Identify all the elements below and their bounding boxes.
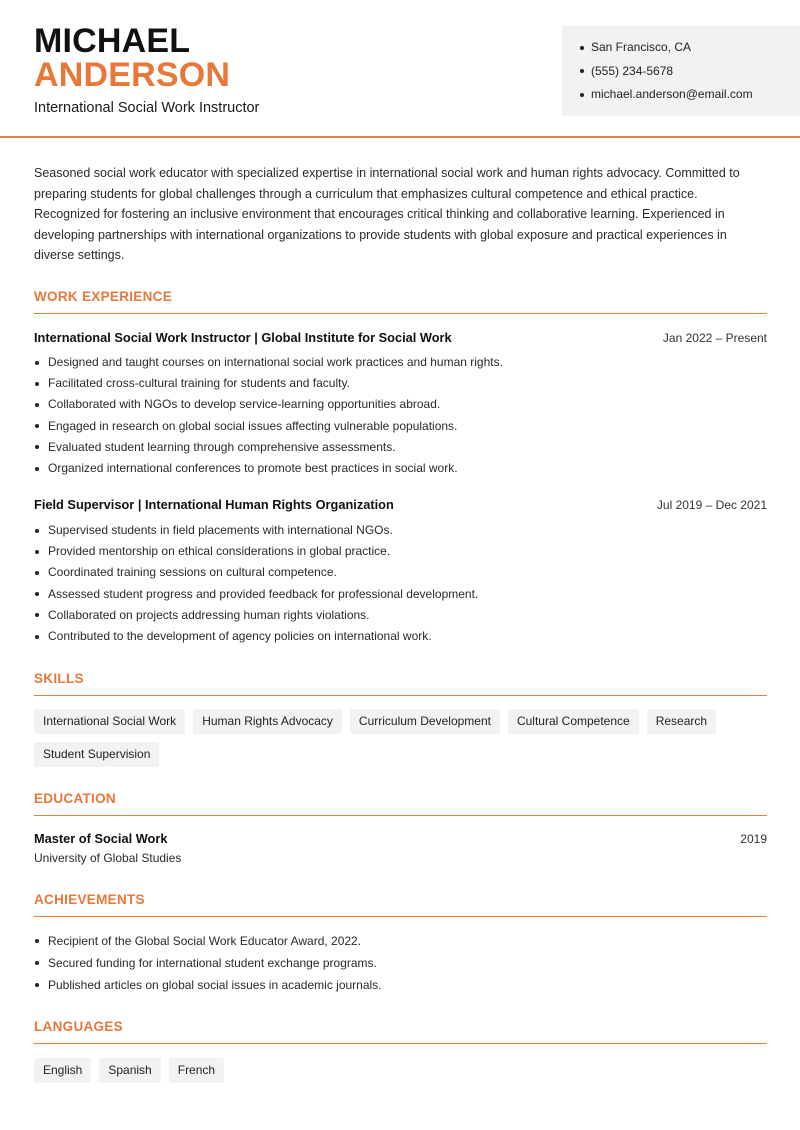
list-item: Provided mentorship on ethical considerations in global practice. bbox=[34, 541, 767, 562]
skill-tag: Human Rights Advocacy bbox=[193, 709, 342, 734]
bullet-icon bbox=[35, 467, 39, 471]
language-tag: English bbox=[34, 1058, 91, 1083]
section-title-achievements: ACHIEVEMENTS bbox=[34, 892, 767, 917]
list-item: Secured funding for international student exchange programs. bbox=[34, 952, 767, 974]
bullet-icon bbox=[35, 550, 39, 554]
list-item: Engaged in research on global social issues affecting vulnerable populations. bbox=[34, 416, 767, 437]
bullet-icon bbox=[35, 983, 39, 987]
contact-phone: (555) 234-5678 bbox=[580, 60, 800, 84]
list-item: Evaluated student learning through comprehensive assessments. bbox=[34, 437, 767, 458]
section-title-education: EDUCATION bbox=[34, 791, 767, 816]
list-item: Recipient of the Global Social Work Educator Award, 2022. bbox=[34, 930, 767, 952]
skill-tag: Research bbox=[647, 709, 716, 734]
bullet-icon bbox=[35, 424, 39, 428]
school-name: University of Global Studies bbox=[34, 851, 182, 865]
bullet-icon bbox=[580, 46, 584, 50]
skill-tag: International Social Work bbox=[34, 709, 185, 734]
skill-tag: Cultural Competence bbox=[508, 709, 639, 734]
language-tag: Spanish bbox=[99, 1058, 160, 1083]
section-title-skills: SKILLS bbox=[34, 671, 767, 696]
contact-box bbox=[562, 26, 800, 116]
list-item: Facilitated cross-cultural training for students and faculty. bbox=[34, 373, 767, 394]
section-title-languages: LANGUAGES bbox=[34, 1019, 767, 1044]
bullet-icon bbox=[35, 635, 39, 639]
list-item: Collaborated with NGOs to develop service-learning opportunities abroad. bbox=[34, 394, 767, 415]
job-header bbox=[34, 330, 767, 345]
list-item: Collaborated on projects addressing human rights violations. bbox=[34, 605, 767, 626]
job-bullets bbox=[34, 520, 767, 647]
bullet-icon bbox=[35, 529, 39, 533]
resume-header bbox=[0, 0, 800, 138]
bullet-icon bbox=[580, 93, 584, 97]
job-role: Field Supervisor | International Human Rights Organization bbox=[34, 497, 394, 512]
bullet-icon bbox=[35, 382, 39, 386]
skills-list bbox=[34, 709, 767, 767]
list-item: Supervised students in field placements with international NGOs. bbox=[34, 520, 767, 541]
first-name: MICHAEL bbox=[34, 22, 191, 60]
bullet-icon bbox=[35, 939, 39, 943]
job-header bbox=[34, 497, 767, 512]
bullet-icon bbox=[35, 403, 39, 407]
contact-email: michael.anderson@email.com bbox=[580, 83, 800, 107]
job-dates: Jan 2022 – Present bbox=[662, 331, 767, 345]
job-title: International Social Work Instructor bbox=[34, 100, 260, 116]
summary-paragraph: Seasoned social work educator with specialized expertise in international social work and human rights advocacy. Committed to preparing students for global challenges through a curriculum that emphasizes cultural competence and ethical practice. Recognized for fostering an inclusive environment that encourages critical thinking and collaborative learning. Experienced in developing partnerships with international organizations to provide students with global exposure and practical experiences in diverse settings. bbox=[34, 166, 740, 262]
list-item: Designed and taught courses on international social work practices and human rights. bbox=[34, 352, 767, 373]
bullet-icon bbox=[35, 571, 39, 575]
contact-location: San Francisco, CA bbox=[580, 36, 800, 60]
graduation-year: 2019 bbox=[740, 832, 767, 846]
degree: Master of Social Work bbox=[34, 831, 168, 846]
last-name: ANDERSON bbox=[34, 56, 231, 94]
achievements-list bbox=[34, 930, 767, 996]
job-role: International Social Work Instructor | Global Institute for Social Work bbox=[34, 330, 452, 345]
skill-tag: Curriculum Development bbox=[350, 709, 500, 734]
job-dates: Jul 2019 – Dec 2021 bbox=[656, 498, 767, 512]
list-item: Published articles on global social issues in academic journals. bbox=[34, 974, 767, 996]
skill-tag: Student Supervision bbox=[34, 742, 159, 767]
bullet-icon bbox=[35, 361, 39, 365]
list-item: Assessed student progress and provided feedback for professional development. bbox=[34, 584, 767, 605]
bullet-icon bbox=[580, 69, 584, 73]
section-title-work: WORK EXPERIENCE bbox=[34, 289, 767, 314]
bullet-icon bbox=[35, 613, 39, 617]
bullet-icon bbox=[35, 445, 39, 449]
bullet-icon bbox=[35, 961, 39, 965]
job-bullets bbox=[34, 352, 767, 479]
list-item: Contributed to the development of agency policies on international work. bbox=[34, 626, 767, 647]
list-item: Organized international conferences to promote best practices in social work. bbox=[34, 458, 767, 479]
bullet-icon bbox=[35, 592, 39, 596]
languages-list bbox=[34, 1058, 767, 1083]
language-tag: French bbox=[169, 1058, 224, 1083]
education-header bbox=[34, 831, 767, 846]
list-item: Coordinated training sessions on cultural competence. bbox=[34, 562, 767, 583]
